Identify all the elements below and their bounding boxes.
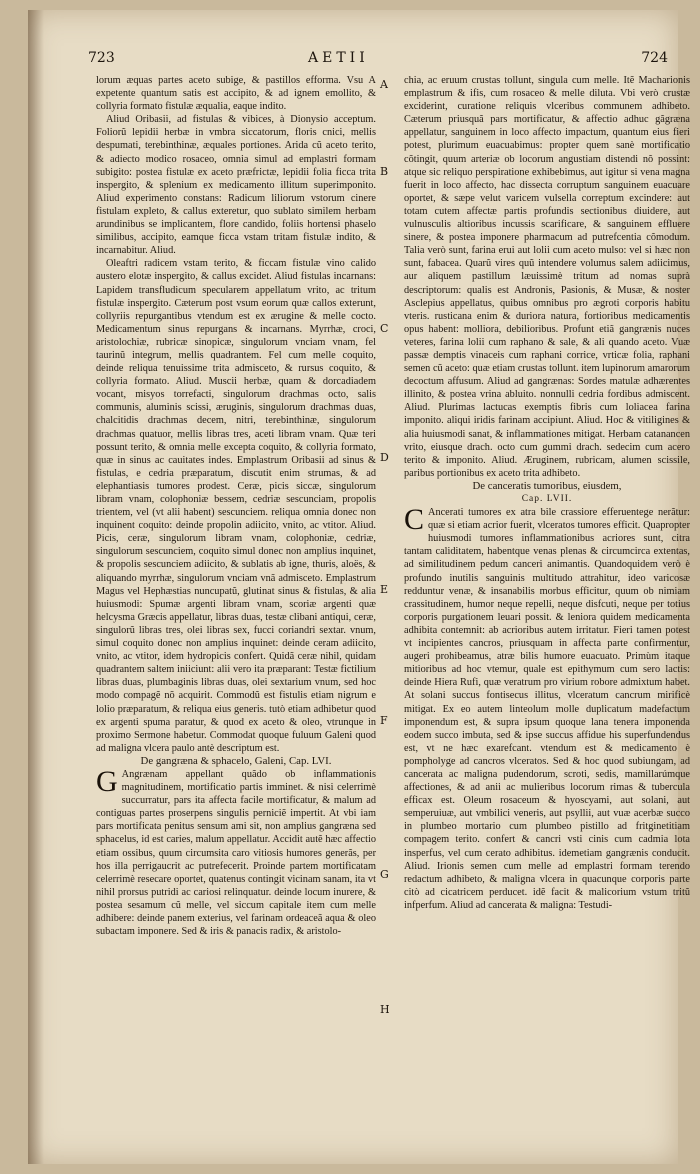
margin-letter-d: D [380, 451, 389, 464]
left-paragraph-3: Oleaftri radicem vstam terito, & ficcam fistulæ vino calido austero elotæ inspergito, & callus excidet. Aliud fistulas incarnans: Lapidem transfludicum specularem appellatum vrito, ac tritum fistulæ inspergito. Cæterum post vsum eorum quæ callos exterunt, collyriis repurgantibus vtendum est ex ærugine & melle cocto. Medicamentum sinus repurgans & incarnans. Myrrhæ, croci, aristolochiæ, rubricæ sinopicæ, singulorum vnciam vnam, fel taurinũ integrum, mellis quadrantem. Fel cum melle coquito, deinde reliqua tenuissime trita admisceto, & rursus coquito, & collyria formato. Aliud. Muscii herbæ, quam & dorcadiadem vocant, misyos torrefacti, singulorum drachmas octo, salis communis, aluminis scissi, æruginis, singulorum drachmas duas, chalcitidis drachmas decem, nitri, terebinthinæ, singulorum drachmas quatuor, mellis libras tres, aceti libram vnam. Quæ teri possunt terito, & omnia melle excepta coquito, & collyria formato, quæ in sinus ac cauitates indes. Emplastrum Oribasii ad sinus & fistulas, e cedria præparatum, discutit enim strumas, & ad elephantiasis tumores prodest. Ceræ, picis siccæ, singulorum libram vnam, colophoniæ bessem, cedriæ sescunciam, propolis trientem, vel (vt alii habent) sescunciem. reliqua omnia donec non inquinent coquito: deinde propolin adiicito, vnito, ac vtitor. Aliud. Picis, ceræ, singulorum libram vnam, colophoniæ, cedriæ, singulorum sescunciem, coquito simul donec non amplius inquinet, & propolis sescunciem adiicito, & sublatis ab igne, thuris, aloës, & aliquando myrrhæ, singulorum vnciam vnã admisceto. Emplastrum Magus vel Hephæstias nuncupatũ, glutinat sinus & fistulas, & alia huiusmodi: Spumæ argenti libram vnam, scoriæ argenti quæ helcysma Græcis appellatur, libras duas, testæ clibani antiqui, ceræ, singulorũ libras tres, olei libras sex, fucci coriandri sextar. vnum, simul coquito donec non amplius inquinet: deinde ceram adiicito, vnito, ac vtitor, idem hydropicis confert. Quidã ceræ nihil, quidam quadrantem saltem iniiciunt: alii vero ita præparant: Testæ fictilium libras duas, plumbaginis libras duas, olei sextarium vnum, sed hoc modo compagẽ nõ acquirit. Commodũ est fistulis etiam nigrum e lolio præparatum, & reliqua eius generis. tutò etiam adhibetur quod ex argenti spuma paratur, & quod ex aceto & oleo, vtrunque in proximo Sermone habetur. Commodat quoque fuluum Galeni quod ad maligna vlcera paulo antè descriptum est. [96, 258, 376, 754]
left-page-number: 723 [88, 50, 115, 66]
margin-letter-e: E [380, 583, 389, 596]
margin-letter-f: F [380, 714, 388, 727]
running-header [88, 50, 668, 72]
left-column [96, 74, 376, 938]
chapter-heading-cancer: De canceratis tumoribus, eiusdem, [472, 479, 622, 492]
left-paragraph-2: Aliud Oribasii, ad fistulas & vibices, à Dionysio acceptum. Foliorũ lepidii herbæ in vmbra siccatorum, floris cnici, mellis despumati, terebinthinæ, æquales portiones. Arida cũ aceto terito, & adiecto modico rosaceo, omnia simul ad emplastri formam subigito: postea fistulæ ex aceto præfrictæ, lepidii folia ficca trita inspergito, & splenium ex medicamento illitum superimponito. Aliud experimento constans: Radicum liliorum vstorum cinere fistulam expleto, & callus exteretur, quo sublato similem herbam arundinibus se implicantem, flore candido, foliis hortensi phaselo similibus, accipito, eamque ficca vstam tritam fistulæ indito, & incarnabitur. Aliud. [96, 114, 376, 257]
chapter-body-cancer: Ancerati tumores ex atra bile crassiore efferuentege nerãtur: quæ si etiam acrior fuerit, vlceratos tumores efficit. Quapropter huiusmodi tumores inflammationibus acriores sunt, citra tantam caliditatem, habentque venas plenas & circumcirca extentas, ad similitudinem pedum canceri animantis. Quandoquidem verò è profundo inutilis sanguinis multitudo attrahitur, ideo varicosæ redduntur venæ, & insanabilis morbus efficitur, quum ob nimiam crassitudinem, humor neque repelli, neque disfcuti, neque per totius corporis purgationem leuari possit. & leniora quidem medicamenta adhibita contemnit: ab acrioribus autem irritatur. Fieri tamen potest vt incipientes cancros, priusquam in affecta parte confirmentur, augeri prohibeamus, atræ bilis humore euacuato. Primùm itaque mitioribus ad hoc vtemur, quale est epithymum cum sero lactis: deinde Hiera Rufi, quæ veratrum pro virium robore admixtum habet. At solani succus fontisecus illitus, vlceratum cancrum mirificè mitigat. Ex eo autem linteolum molle duplicatum madefactum imponendum est, & supra ipsum quoque lana tenera imponenda eodem succo imbuta, sed & ipse succus affidue his superfundendus est, vt ne hæc exarefcant. vtendum est & medicamento è pompholyge ad cancros vlceratos. Sed & hoc quod subiungam, ad cancerata ac maligna pudendorum, scroti, sedis, mamillarúmque affectiones, & ad anii ac mulieribus locorum rimas & tubercula efficax est. Oleum rosaceum & hyoscyami, aut solani, aut semperuiuæ, aut vmbilici veneris, aut psyllii, aut vuæ acerbæ succo in plumbeo mortario cum plumbeo pistillo ad fritginetitiam compagem terito. confert & cancri vsti cinis cum cadmia lota insperfus, vel cum cerato adhibitus. idemetiam gangrænis conducit. Aliud. Irionis semen cum melle ad emplastri formam terendo redactum adhibeto, & maligna vlcera in quacunque corporis parte citò ad cicatricem perducet. idẽ facit & malicorium vstum tritũ infperfum. Aliud ad cancerata & maligna: Testudi- [404, 507, 690, 911]
right-column [404, 74, 690, 912]
margin-letter-a: A [380, 78, 388, 91]
gutter-shadow [28, 10, 44, 1164]
left-paragraph-1: lorum æquas partes aceto subige, & pastillos efforma. Vsu A expetente quantum satis est accipito, & ad ignem emollito, & collyria formato fistulæ æqualia, eaque indito. [96, 75, 376, 113]
dropcap-g: G [96, 764, 118, 798]
chapter-heading-gangrena: De gangræna & sphacelo, Galeni, Cap. LVI. [140, 754, 332, 767]
margin-letter-h: H [380, 1003, 390, 1016]
dropcap-c: C [404, 503, 425, 537]
right-page-number: 724 [641, 50, 668, 66]
chapter-text-cancer [404, 503, 690, 912]
margin-letter-g: G [380, 868, 389, 881]
chapter-number-cancer: Cap. LVII. [521, 494, 573, 504]
running-title: AETII [308, 50, 369, 66]
chapter-text-gangrena [96, 764, 376, 938]
margin-letter-c: C [380, 322, 389, 335]
right-paragraph-1: chia, ac eruum crustas tollunt, singula cum melle. Itẽ Macharionis emplastrum & ifis, cum rosaceo & melle diluta. Vbi verò crustæ exciderint, curatione reliquis vlceribus communem adhibeto. Cæterum priusquã pars mortificatur, & affectio adhuc gãgræna appellatur, sanguinem in loco affecto impactum, quantum eius fieri potest, plurimum euacuabimus: propter quem sanè mortificatio cõtingit, quum arteriæ ob locorum angustiam distendi nõ possint: atque sic reliquo perspiratione exhibebimus, aut igitur si vena magna fuerit in loco affecto, hac dissecta corruptum sanguinem euacuare oportet, & sæpe velut varicem vulsella correptum excindere: aut totam cutem affectæ partis profundis sectionibus diuidere, aut vulnusculis altioribus incussis scarificare, & sanguinem effluere sinere, & postea imponere pharmacum ad putrefcentia cõmodum. Talia verò sunt, farina erui aut lolii cum aceto mulso: vel si hæc non sunt, fabacea. Quarũ vires quũ intendere volumus salem adiicimus, aur aliquem pastillum læuissimè tritum ad nomas suprà descriptorum: qualis est Andronis, Pasionis, & Musæ, & noster Asclepius appellatus, quibus omnibus pro ægroti corporis habitu vteris. rusticana enim & duriora natura, fortioribus medicamentis opus habent: molliora, debilioribus. Profunt etiã gangrænis nuces veteres, farina lolii cum raphano & sale, & ali quando aceto. Vuæ passæ demptis vinaceis cum raphani corrice, vrticæ folia, raphani semen cũ aceto: quæ etiam crustas tollunt. item lupinorum amarorum decoctum affusum. Aliud ad gangrænas: Sordes matulæ adhærentes illinito, & postea vrina abluito. nonnulli cedria fordibus admiscent. Aliud. Plurimas lactucas exemptis fibris cum loliacea farina imponito. aliqui iridis farinam accipiunt. Aliud. Hoc & vitiligines & alia huiusmodi sanat, & inflammationes mitigat. Herbam catanancen vrito, eiusque drach. octo cum gummi drach. sedecim cum acero terito & imponito. Aliud. Æruginem, rubricam, alumen scissile, paribus portionibus ex aceto trita adhibeto. [404, 75, 690, 479]
chapter-body-gangrena: Angrænam appellant quãdo ob inflammationis magnitudinem, mortificatio partis imminet. & nisi celerrimè succurratur, pars ita affecta facile mortificatur, & malum ad contiguas partes proserpens singulis perniciẽ impertit. At vbi iam pars mortificata penitus sensum ami sit, non amplius gangræna sed sphacelus, id est caries, malum appellatur. Accidit autẽ hæc affectio etiam ossibus, quum circumsita caro vitiosis humores generãs, per hos illa perrigaucrit ac putrefecerit. Proinde partem mortificatam celerrimè resecare oportet, quatenus contingit vicinam sanam, ita vt nihil prorsus putridi ac cariosi relinquatur. deinde locum inurere, & postea sesamum cũ melle, vel siccum capitale item cum melle adhibere: deinde panem exterius, vel farinam ordeaceã aqua & oleo subactam imponere. Sed & iris & panacis radix, & aristolo- [96, 768, 376, 938]
margin-letter-b: B [380, 165, 389, 178]
